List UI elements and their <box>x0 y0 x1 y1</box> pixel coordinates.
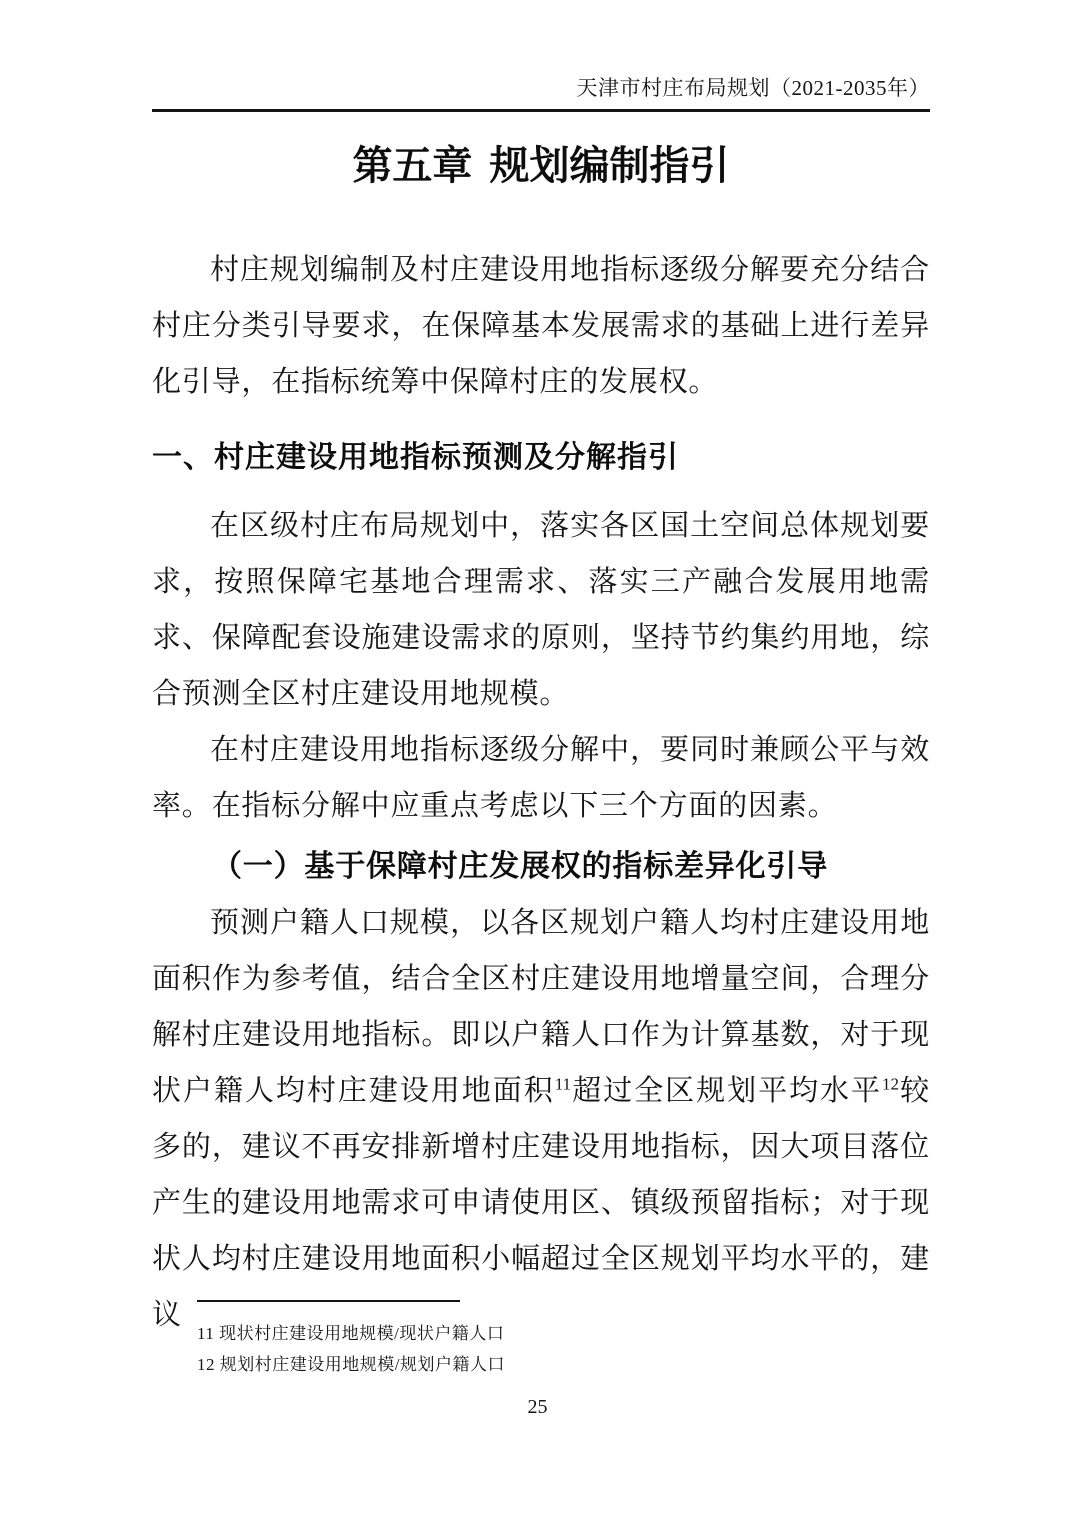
paragraph-segment: 预测户籍人口规模，以各区规划户籍人均村庄建设用地面积作为参考值，结合全区村庄建设用地增量空间，合理分解村庄建设用地指标。即以户籍人口作为计算基数，对于现状户籍人均村庄建设用地面积 <box>152 907 930 1107</box>
subsection-1-paragraph <box>152 895 930 1343</box>
chapter-title: 第五章 规划编制指引 <box>352 144 730 188</box>
footnote-ref-12: 12 <box>882 1074 899 1094</box>
footnote-separator <box>197 1300 460 1302</box>
page-content <box>152 0 930 1343</box>
footnote-12 <box>197 1349 505 1380</box>
paragraph-segment: 超过全区规划平均水平 <box>571 1075 882 1107</box>
footnote-ref-11: 11 <box>554 1074 572 1094</box>
intro-paragraph: 村庄规划编制及村庄建设用地指标逐级分解要充分结合村庄分类引导要求，在保障基本发展需求的基础上进行差异化引导，在指标统筹中保障村庄的发展权。 <box>152 254 930 398</box>
footnotes-area <box>197 1300 505 1380</box>
running-header-text: 天津市村庄布局规划（2021-2035年） <box>576 76 930 100</box>
footnote-number: 12 <box>197 1355 215 1374</box>
section-1-paragraph-1: 在区级村庄布局规划中，落实各区国土空间总体规划要求，按照保障宅基地合理需求、落实三产融合发展用地需求、保障配套设施建设需求的原则，坚持节约集约用地，综合预测全区村庄建设用地规模。 <box>152 510 930 710</box>
footnote-11 <box>197 1318 505 1349</box>
footnote-text: 现状村庄建设用地规模/现状户籍人口 <box>219 1324 505 1343</box>
paragraph-segment: 较多的，建议不再安排新增村庄建设用地指标，因大项目落位产生的建设用地需求可申请使用区、镇级预留指标；对于现状人均村庄建设用地面积小幅超过全区规划平均水平的，建议 <box>152 1075 930 1331</box>
section-1-heading: 一、村庄建设用地指标预测及分解指引 <box>152 441 679 474</box>
running-header <box>152 0 930 112</box>
page-number: 25 <box>527 1396 548 1418</box>
footnote-text: 规划村庄建设用地规模/规划户籍人口 <box>219 1355 505 1374</box>
subsection-1-heading: （一）基于保障村庄发展权的指标差异化引导 <box>212 850 828 883</box>
section-1-paragraph-2: 在村庄建设用地指标逐级分解中，要同时兼顾公平与效率。在指标分解中应重点考虑以下三个方面的因素。 <box>152 734 930 822</box>
footnote-number: 11 <box>197 1324 215 1343</box>
